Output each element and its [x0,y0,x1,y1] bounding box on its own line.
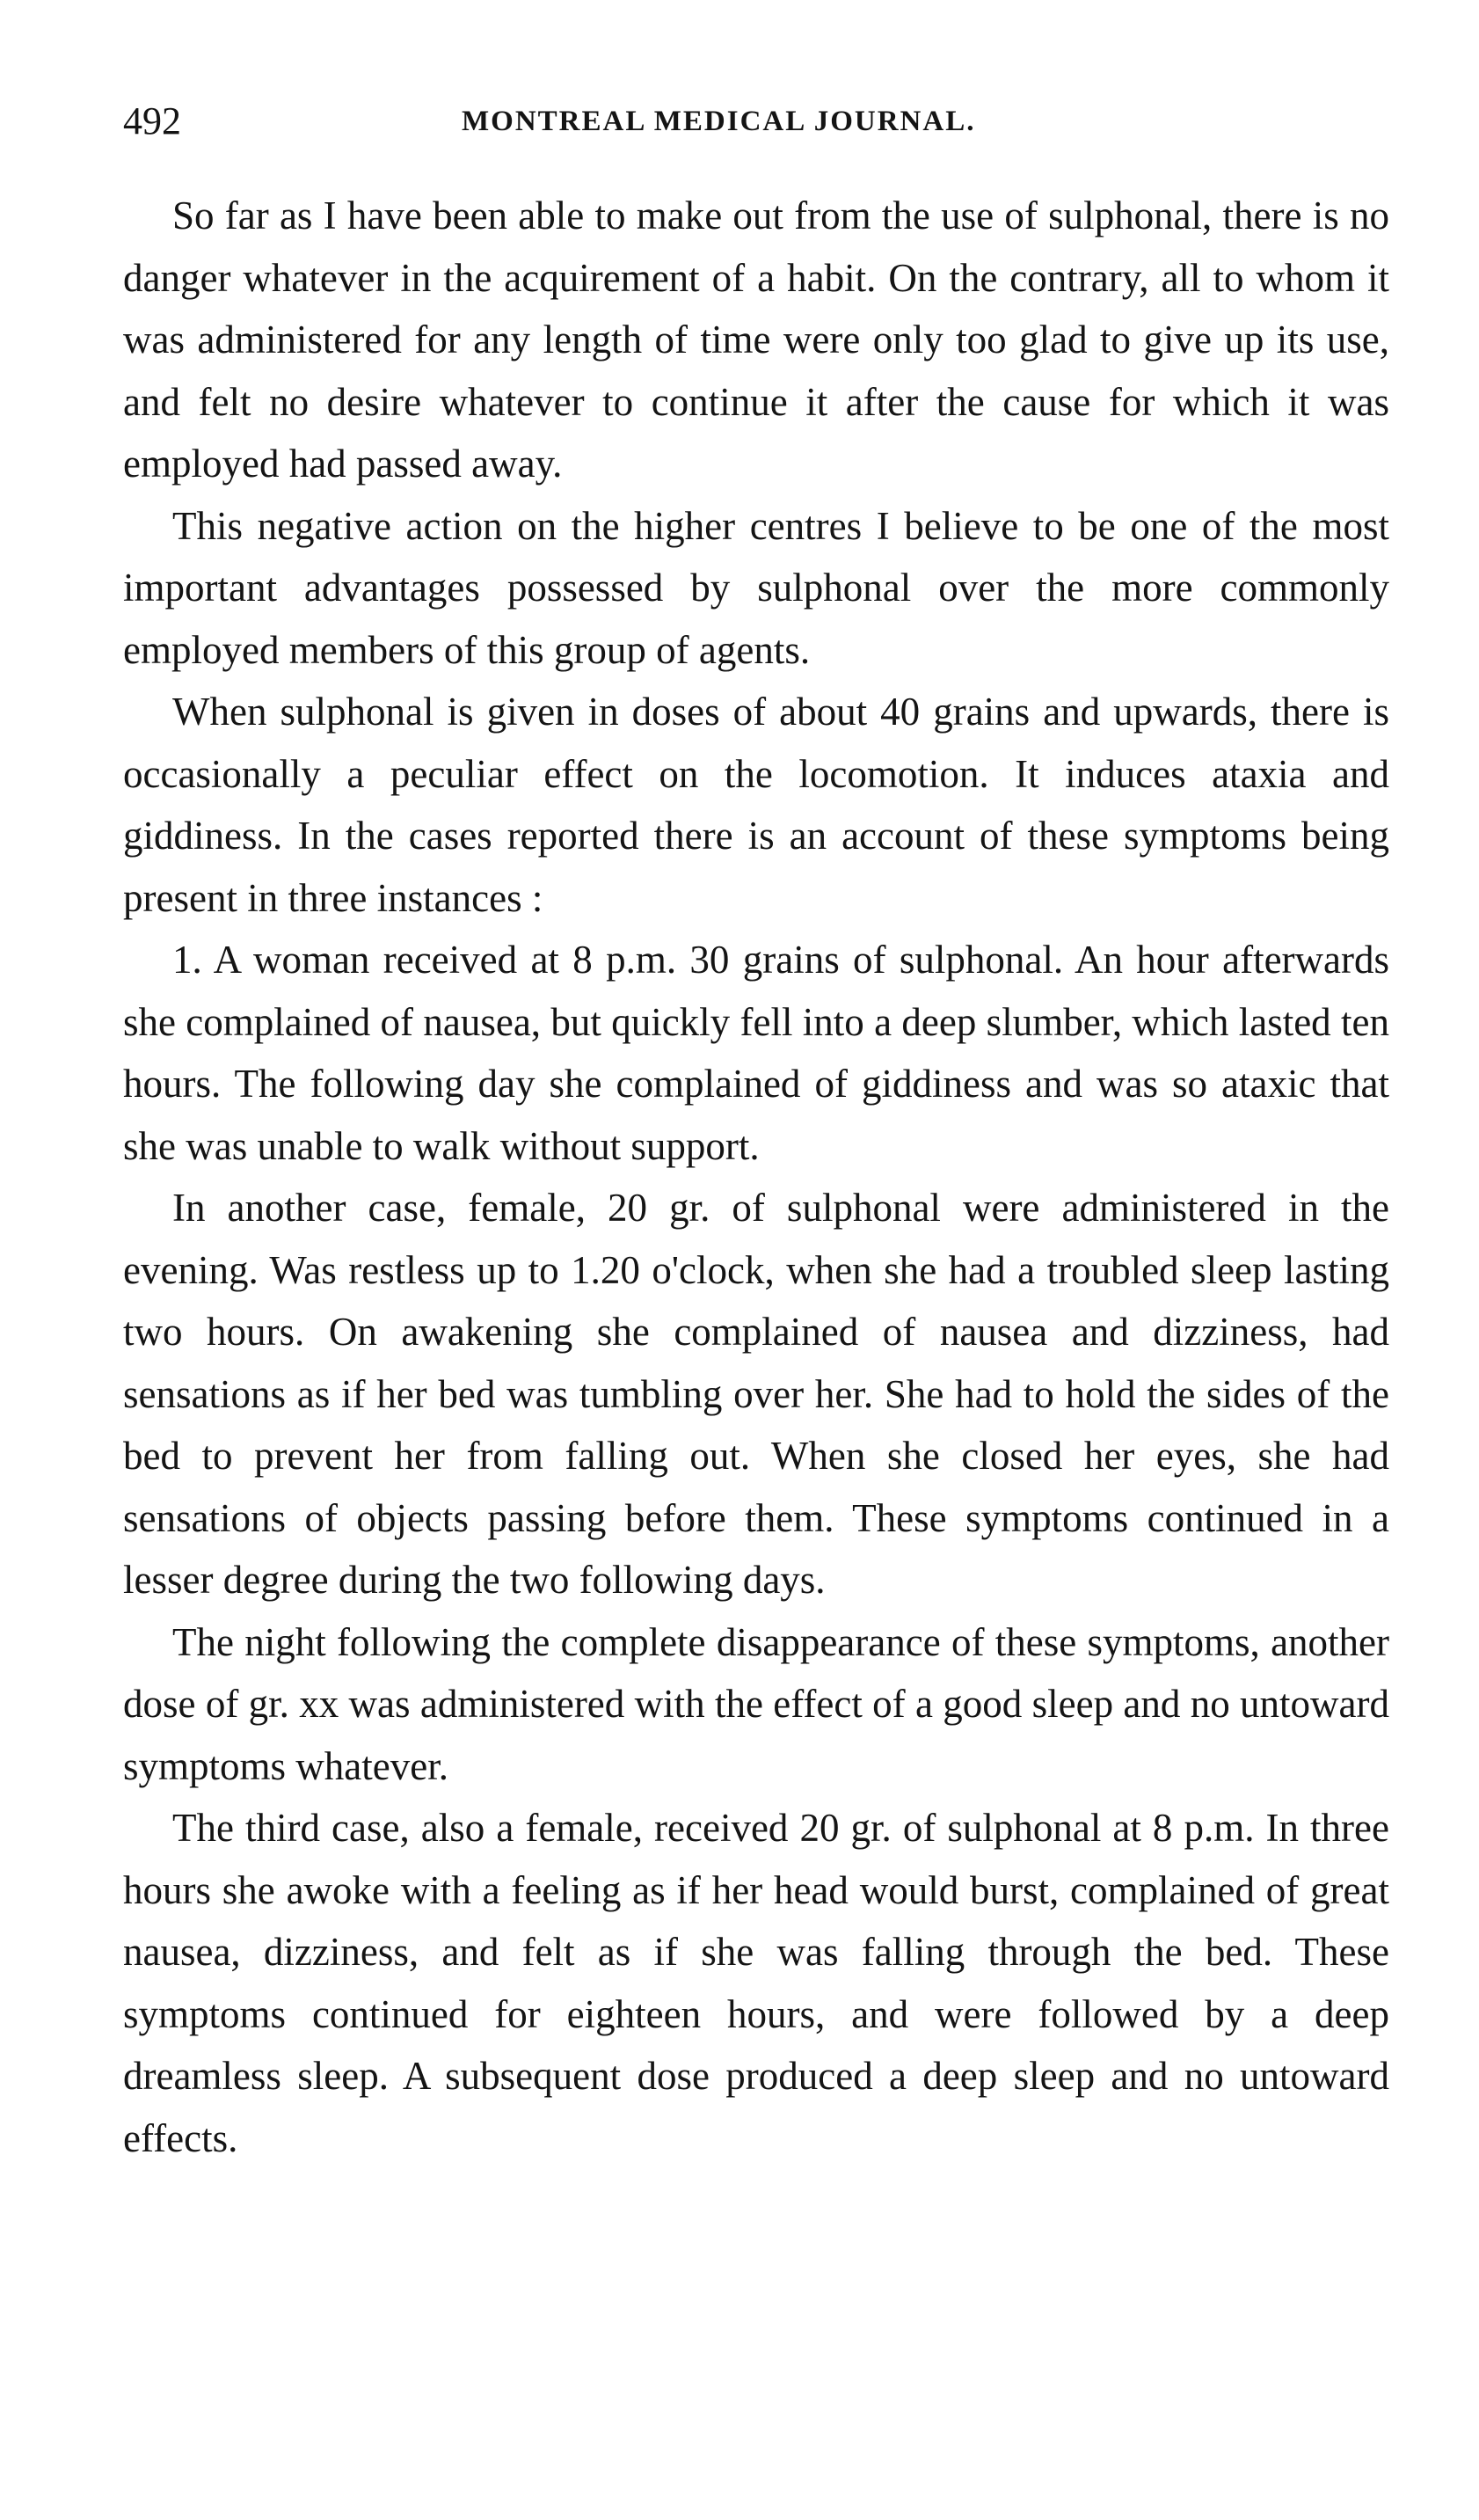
journal-title: MONTREAL MEDICAL JOURNAL. [462,106,976,137]
paragraph-locomotion: When sulphonal is given in doses of about 40 grains and upwards, there is occasionally a peculiar effect on the locomotion. It induces ataxia and giddiness. In the cases reported there is an account of these symptoms being present in three instances : [123,690,1389,920]
paragraph-negative-action: This negative action on the higher centres I believe to be one of the most important advantages possessed by sulphonal over the more commonly employed members of this group of agents. [123,503,1389,672]
running-head [123,95,1389,148]
page-number: 492 [123,99,181,142]
paragraph-case-one: 1. A woman received at 8 p.m. 30 grains of sulphonal. An hour afterwards she complained of nausea, but quickly fell into a deep slumber, which lasted ten hours. The following day she complained of giddiness and was so ataxic that she was unable to walk without support. [123,938,1389,1168]
paragraph-habit: So far as I have been able to make out from the use of sulphonal, there is no danger whatever in the acquirement of a habit. On the contrary, all to whom it was administered for any length of time were only too glad to give up its use, and felt no desire whatever to continue it after the cause for which it was employed had passed away. [123,194,1389,486]
article-body [123,185,1389,2169]
paragraph-case-three: The third case, also a female, received 20 gr. of sulphonal at 8 p.m. In three hours she awoke with a feeling as if her head would burst, complained of great nausea, dizziness, and felt as if she was falling through the bed. These symptoms continued for eighteen hours, and were followed by a deep dreamless sleep. A subsequent dose produced a deep sleep and no untoward effects. [123,1806,1389,2160]
paragraph-following-night: The night following the complete disappearance of these symptoms, another dose of gr. xx was administered with the effect of a good sleep and no untoward symptoms whatever. [123,1619,1389,1788]
paragraph-case-two: In another case, female, 20 gr. of sulphonal were administered in the evening. Was restless up to 1.20 o'clock, when she had a troubled sleep lasting two hours. On awakening she complained of nausea and dizziness, had sensations as if her bed was tumbling over her. She had to hold the sides of the bed to prevent her from falling out. When she closed her eyes, she had sensations of objects passing before them. These symptoms continued in a lesser degree during the two following days. [123,1186,1389,1602]
